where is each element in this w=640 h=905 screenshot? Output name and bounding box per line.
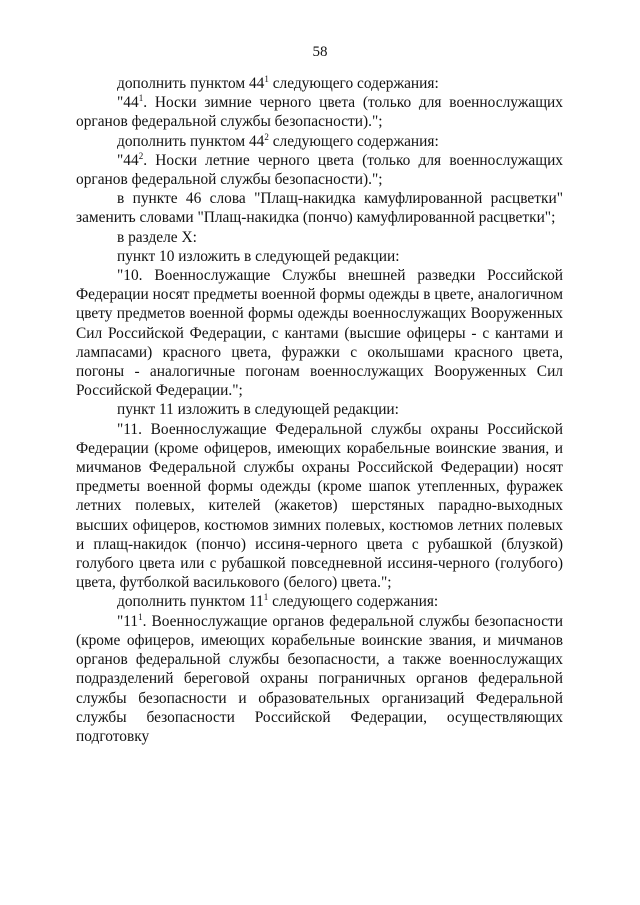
paragraph-11: дополнить пунктом $11^1$ следующего содержания: [117,592,439,611]
paragraph-2: "$44^1$. Носки зимние черного цвета (только для военнослужащих органов федеральной службы безопасности)."; [76,93,563,131]
paragraph-4: "$44^2$. Носки летние черного цвета (только для военнослужащих органов федеральной службы безопасности)."; [76,150,563,189]
paragraph-10: "11. Военнослужащие Федеральной службы охраны Российской Федерации (кроме офицеров, имеющих корабельные воинские звания, и мичманов Федеральной службы охраны Российской Федерации) носят предметы военной формы одежды (кроме шапок утепленных, фуражек летних полевых, кителей (жакетов) шерстяных парадно-выходных высших офицеров, костюмов зимних полевых, костюмов летних полевых и плащ-накидок (пончо) иссиня-черного цвета с рубашкой (блузкой) голубого цвета или с рубашкой повседневной иссиня-черного (голубого) цвета, футболкой василькового (белого) цвета."; [76,420,563,592]
document-body [76,74,563,746]
paragraph-12: "$11^1$. Военнослужащие органов федеральной службы безопасности (кроме офицеров, имеющих корабельные воинские звания, и мичманов органов федеральной службы безопасности, а также военнослужащих подразделений береговой охраны пограничных органов федеральной службы безопасности и образовательных организаций Федеральной службы безопасности Российской Федерации, осуществляющих подготовку [76,611,563,745]
paragraph-6: в разделе X: [117,228,197,246]
page-number: 58 [312,44,328,60]
paragraph-9: пункт 11 изложить в следующей редакции: [117,401,399,419]
paragraph-3: дополнить пунктом $44^2$ следующего содержания: [117,131,439,150]
paragraph-5: в пункте 46 слова "Плащ-накидка камуфлированной расцветки" заменить словами "Плащ-накидка (пончо) камуфлированной расцветки"; [76,190,563,227]
paragraph-8: "10. Военнослужащие Службы внешней разведки Российской Федерации носят предметы военной формы одежды в цвете, аналогичном цвету предметов военной формы одежды военнослужащих Вооруженных Сил Российской Федерации, с кантами (высшие офицеры - с кантами и лампасами) красного цвета, фуражки с околышами красного цвета, погоны - аналогичные погонам военнослужащих Вооруженных Сил Российской Федерации."; [76,267,563,400]
paragraph-7: пункт 10 изложить в следующей редакции: [117,247,400,265]
paragraph-1: дополнить пунктом $44^1$ следующего содержания: [117,73,439,92]
